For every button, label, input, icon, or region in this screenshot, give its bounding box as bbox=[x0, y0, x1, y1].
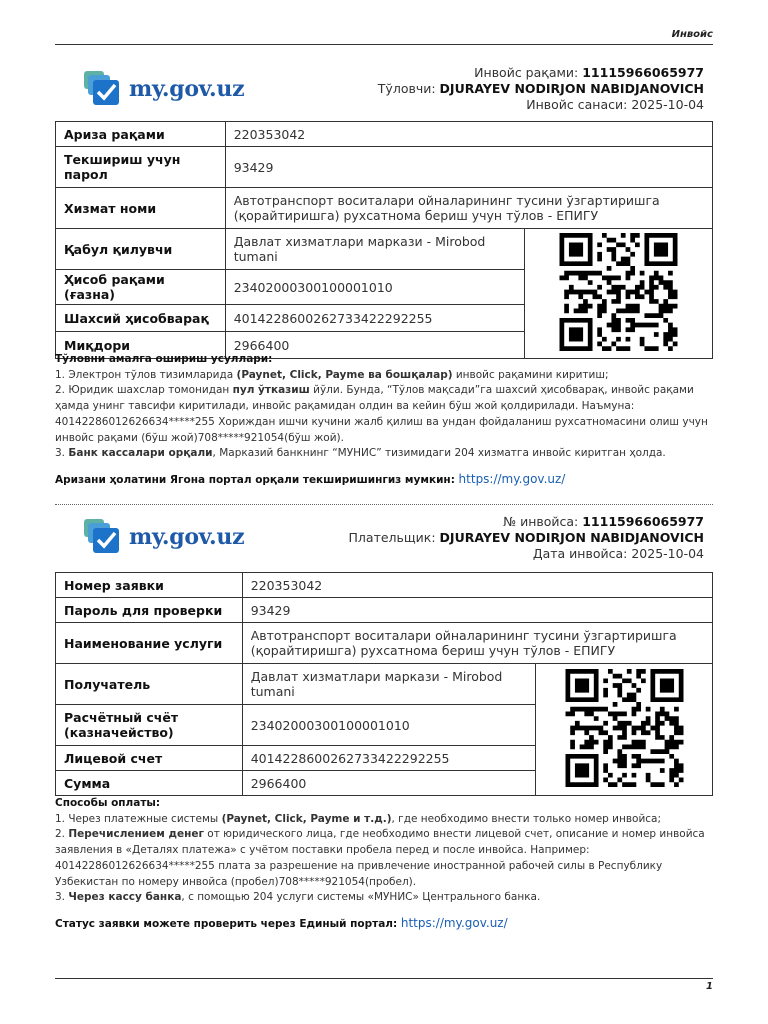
invoice-table bbox=[55, 121, 713, 359]
payment-methods bbox=[55, 352, 715, 462]
table-label: Лицевой счет bbox=[56, 746, 243, 771]
table-value: 23402000300100001010 bbox=[225, 270, 525, 305]
table-value: 23402000300100001010 bbox=[242, 705, 536, 746]
portal-link[interactable]: https://my.gov.uz/ bbox=[458, 472, 566, 486]
table-value: Автотранспорт воситалари ойналарининг тусини ўзгартиришга (қорайтиришга) рухсатнома бериш учун тўлов - ЕПИГУ bbox=[242, 623, 712, 664]
table-label: Миқдори bbox=[56, 332, 226, 359]
status-check: Статус заявки можете проверить через Единый портал: https://my.gov.uz/ bbox=[55, 916, 508, 930]
logo bbox=[83, 70, 244, 108]
payer-label: Плательщик: bbox=[348, 530, 436, 545]
method-1-text: 1. Через платежные системы bbox=[55, 812, 222, 825]
table-label: Наименование услуги bbox=[56, 623, 243, 664]
method-3-rest: , Марказий банкнинг “МУНИС” тизимидаги 204 хизматга инвойс киритган ҳолда. bbox=[212, 447, 666, 460]
table-label: Расчётный счёт (казначейство) bbox=[56, 705, 243, 746]
payer-name: DJURAYEV NODIRJON NABIDJANOVICH bbox=[439, 530, 704, 545]
status-text: Статус заявки можете проверить через Единый портал bbox=[55, 918, 393, 930]
method-3-bold: Через кассу банка bbox=[68, 891, 182, 904]
invoice-number-label: № инвойса: bbox=[503, 514, 579, 529]
table-value: 401422860026273342229225​5 bbox=[225, 305, 525, 332]
table-value: Давлат хизматлари маркази - Mirobod tumani bbox=[225, 229, 525, 270]
invoice-number-label: Инвойс рақами: bbox=[474, 65, 579, 80]
invoice-number: 11115966065977 bbox=[582, 514, 704, 529]
table-label: Ҳисоб рақами (ғазна) bbox=[56, 270, 226, 305]
method-2-bold: Перечислением денег bbox=[68, 828, 204, 841]
invoice-table bbox=[55, 572, 713, 796]
method-2-rest: от юридического лица, где необходимо внести лицевой счет, описание и номер инвойса заявления в «Деталях платежа» с учётом поставки пробела перед и после инвойса. Например: 40142286012626634*****255 плата за разрешение на привлечение иностранной рабочей силы в Республику Узбекистан по номеру инвойса (пробел)708*****921054(пробел). bbox=[55, 828, 705, 888]
qr-code-icon bbox=[562, 669, 687, 787]
invoice-info bbox=[349, 514, 704, 562]
table-value: Давлат хизматлари маркази - Mirobod tumani bbox=[242, 664, 536, 705]
payment-methods bbox=[55, 796, 715, 906]
section-divider bbox=[55, 504, 713, 505]
payer-name: DJURAYEV NODIRJON NABIDJANOVICH bbox=[439, 81, 704, 96]
table-label: Шахсий ҳисобварақ bbox=[56, 305, 226, 332]
method-2-text: 2. bbox=[55, 828, 69, 841]
invoice-date-label: Дата инвойса: bbox=[532, 546, 628, 561]
method-3-text: 3. bbox=[55, 447, 69, 460]
table-label: Қабул қилувчи bbox=[56, 229, 226, 270]
logo-text: my.gov.uz bbox=[129, 524, 245, 550]
table-label: Текшириш учун парол bbox=[56, 147, 226, 188]
invoice-number: 11115966065977 bbox=[582, 65, 704, 80]
logo bbox=[83, 518, 244, 556]
checkbox-logo-icon bbox=[83, 70, 123, 108]
status-check: Аризани ҳолатини Ягона портал орқали текширишингиз мумкин: https://my.gov.uz/ bbox=[55, 472, 566, 486]
table-label: Получатель bbox=[56, 664, 243, 705]
payer-label: Тўловчи: bbox=[377, 81, 436, 96]
table-value: 2966400 bbox=[225, 332, 525, 359]
method-1-bold: (Paynet, Click, Payme и т.д.) bbox=[221, 812, 392, 825]
page-number: 1 bbox=[706, 981, 713, 992]
document-type-title: Инвойс bbox=[671, 29, 713, 40]
table-value: 220353042 bbox=[242, 573, 712, 598]
invoice-info bbox=[378, 65, 704, 113]
table-label: Пароль для проверки bbox=[56, 598, 243, 623]
method-3-rest: , с помощью 204 услуги системы «МУНИС» Центрального банка. bbox=[181, 891, 541, 904]
table-value: 93429 bbox=[242, 598, 712, 623]
method-3-text: 3. bbox=[55, 891, 69, 904]
table-label: Ариза рақами bbox=[56, 122, 226, 147]
payment-methods-heading: Тўловни амалга ошириш усуллари: bbox=[55, 353, 273, 365]
table-value: 2966400 bbox=[242, 771, 536, 796]
method-2-rest: йўли. Бунда, “Тўлов мақсади”га шахсий ҳисобварақ, инвойс рақами ҳамда унинг тавсифи киритилади, инвойс рақамидан олдин ва кейин бўш жой қолдирилади. Наъмуна: 40142286012626634*****255 Хориждан ишчи кучини жалб қилиш ва ундан фойдаланиш рухсатномасини олиш учун инвойс рақами (бўш жой)708*****921054(бўш жой). bbox=[55, 384, 708, 444]
table-label: Номер заявки bbox=[56, 573, 243, 598]
table-value: 93429 bbox=[225, 147, 712, 188]
method-1-text: 1. Электрон тўлов тизимларида bbox=[55, 368, 237, 381]
qr-code-icon bbox=[556, 233, 681, 351]
method-2-text: 2. Юридик шахслар томонидан bbox=[55, 384, 233, 397]
header-divider bbox=[55, 44, 713, 45]
status-text: Аризани ҳолатини Ягона портал орқали текширишингиз мумкин bbox=[55, 474, 451, 486]
table-value: 401422860026273342229225​5 bbox=[242, 746, 536, 771]
method-3-bold: Банк кассалари орқали bbox=[68, 447, 213, 460]
method-2-bold: пул ўтказиш bbox=[232, 384, 310, 397]
method-1-bold: (Paynet, Click, Payme ва бошқалар) bbox=[236, 368, 453, 381]
checkbox-logo-icon bbox=[83, 518, 123, 556]
logo-text: my.gov.uz bbox=[129, 76, 245, 102]
table-label: Сумма bbox=[56, 771, 243, 796]
invoice-date-label: Инвойс санаси: bbox=[526, 97, 628, 112]
portal-link[interactable]: https://my.gov.uz/ bbox=[400, 916, 508, 930]
qr-code-cell bbox=[525, 229, 713, 359]
table-value: 220353042 bbox=[225, 122, 712, 147]
footer-divider bbox=[55, 978, 713, 979]
table-label: Хизмат номи bbox=[56, 188, 226, 229]
method-1-rest: инвойс рақамини киритиш; bbox=[452, 368, 609, 381]
table-value: Автотранспорт воситалари ойналарининг тусини ўзгартиришга (қорайтиришга) рухсатнома бериш учун тўлов - ЕПИГУ bbox=[225, 188, 712, 229]
payment-methods-heading: Способы оплаты: bbox=[55, 797, 161, 809]
invoice-date: 2025-10-04 bbox=[631, 546, 704, 561]
qr-code-cell bbox=[536, 664, 713, 796]
invoice-date: 2025-10-04 bbox=[631, 97, 704, 112]
method-1-rest: , где необходимо внести только номер инвойса; bbox=[391, 812, 662, 825]
